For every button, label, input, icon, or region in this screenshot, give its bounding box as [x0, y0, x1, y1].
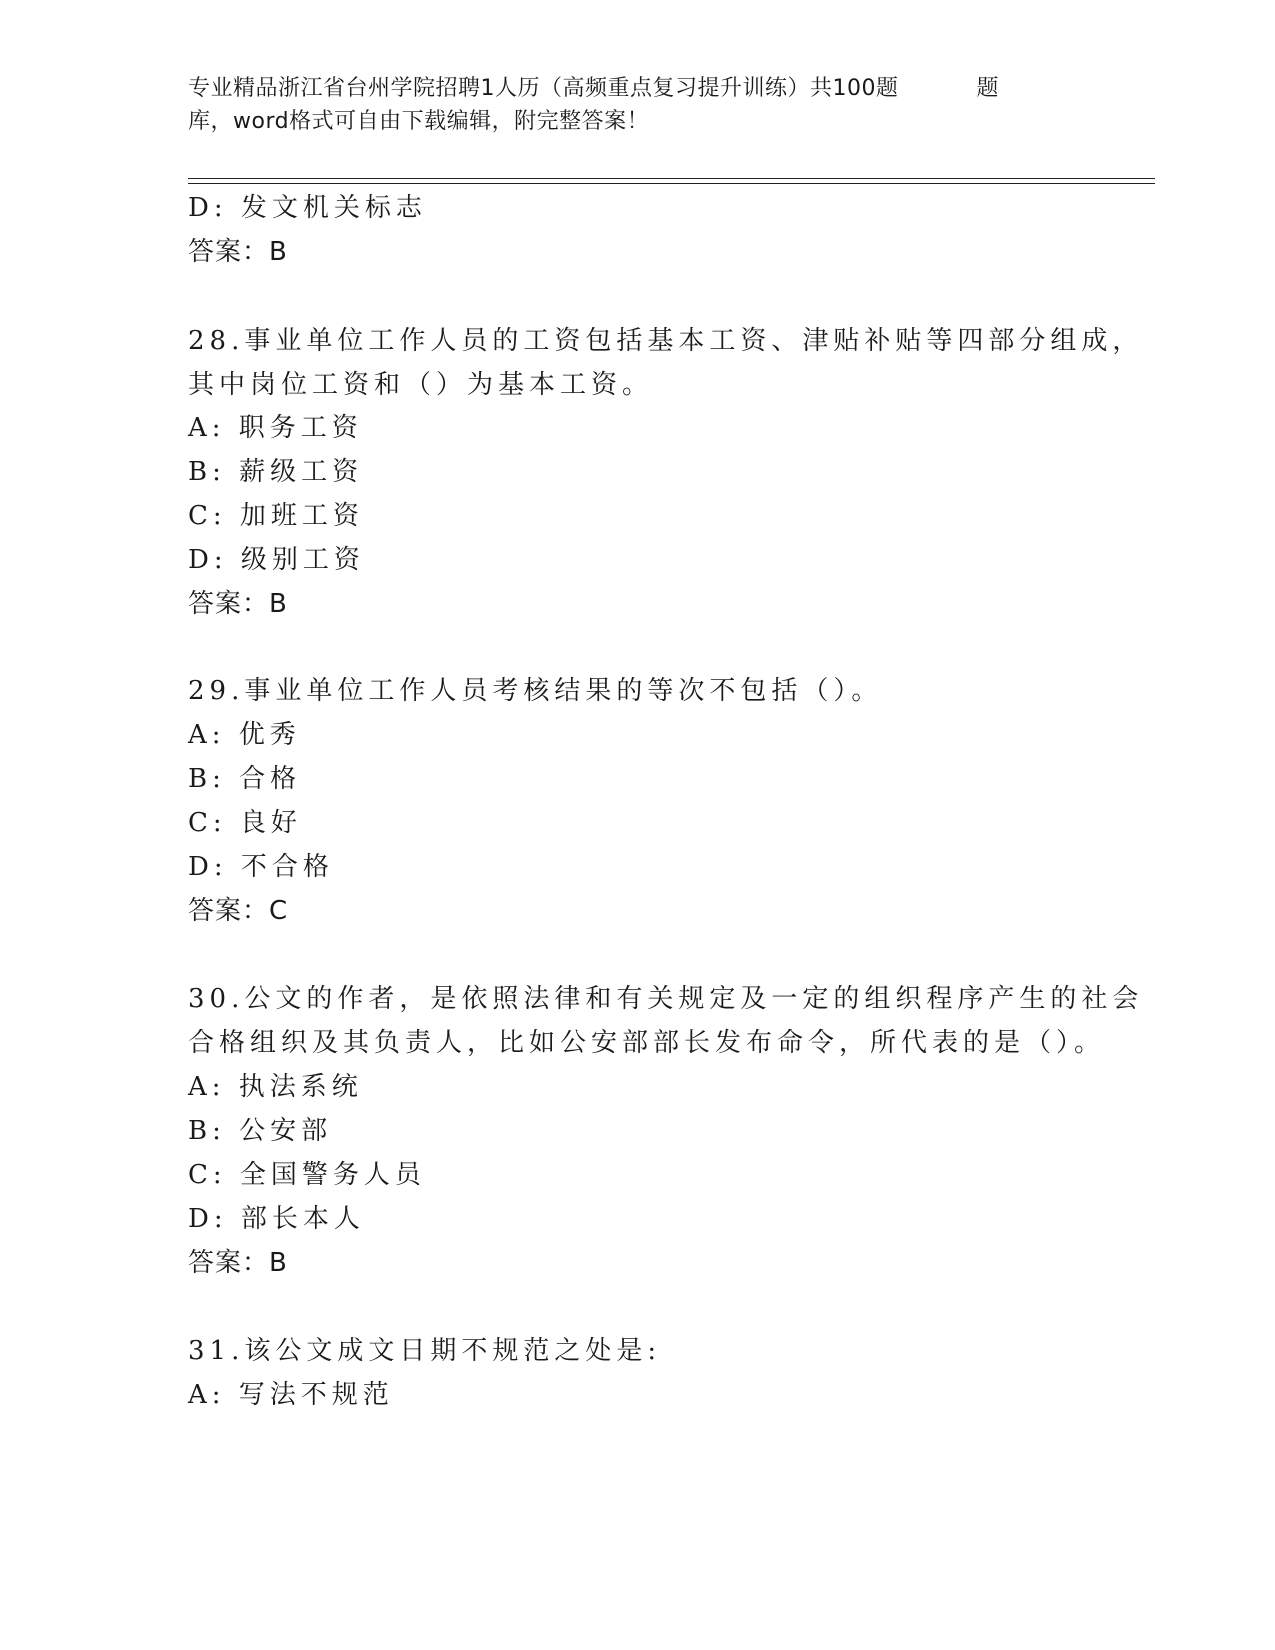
- q28-answer: 答案：B: [188, 589, 288, 619]
- q28-stem-line-2: 其中岗位工资和（）为基本工资。: [188, 370, 654, 400]
- q29-answer: 答案：C: [188, 896, 289, 926]
- q29-option-d: D: 不合格: [188, 852, 334, 882]
- q29-option-b: B: 合格: [188, 764, 302, 794]
- q30-answer: 答案：B: [188, 1248, 288, 1278]
- q30-stem-line-2: 合格组织及其负责人，比如公安部部长发布命令，所代表的是（）。: [188, 1028, 1106, 1058]
- q30-option-d: D: 部长本人: [188, 1204, 365, 1234]
- header-line-2: 库，word格式可自由下载编辑，附完整答案！: [188, 109, 650, 134]
- prev-option-d: D: 发文机关标志: [188, 193, 427, 223]
- q28-option-b: B: 薪级工资: [188, 457, 364, 487]
- header-divider-bottom: [188, 183, 1155, 184]
- document-header: [188, 72, 1088, 138]
- q29-option-a: A: 优秀: [188, 720, 301, 750]
- q31-option-a: A: 写法不规范: [188, 1380, 394, 1410]
- header-line-1: [188, 72, 1088, 105]
- q28-option-a: A: 职务工资: [188, 413, 363, 443]
- header-divider-top: [188, 178, 1155, 179]
- q30-option-b: B: 公安部: [188, 1116, 333, 1146]
- q28-option-d: D: 级别工资: [188, 545, 365, 575]
- q28-option-c: C: 加班工资: [188, 501, 364, 531]
- q28-stem-line-1: 28.事业单位工作人员的工资包括基本工资、津贴补贴等四部分组成，: [188, 326, 1144, 356]
- q30-option-a: A: 执法系统: [188, 1072, 363, 1102]
- q29-stem-line-1: 29.事业单位工作人员考核结果的等次不包括（）。: [188, 676, 883, 706]
- header-title: 专业精品浙江省台州学院招聘1人历（高频重点复习提升训练）共100题: [188, 76, 899, 101]
- q30-stem-line-1: 30.公文的作者，是依照法律和有关规定及一定的组织程序产生的社会: [188, 984, 1144, 1014]
- prev-answer: 答案：B: [188, 237, 288, 267]
- q29-option-c: C: 良好: [188, 808, 302, 838]
- q30-option-c: C: 全国警务人员: [188, 1160, 426, 1190]
- header-title-tail: 题: [976, 76, 1000, 101]
- q31-stem-line-1: 31.该公文成文日期不规范之处是:: [188, 1336, 662, 1366]
